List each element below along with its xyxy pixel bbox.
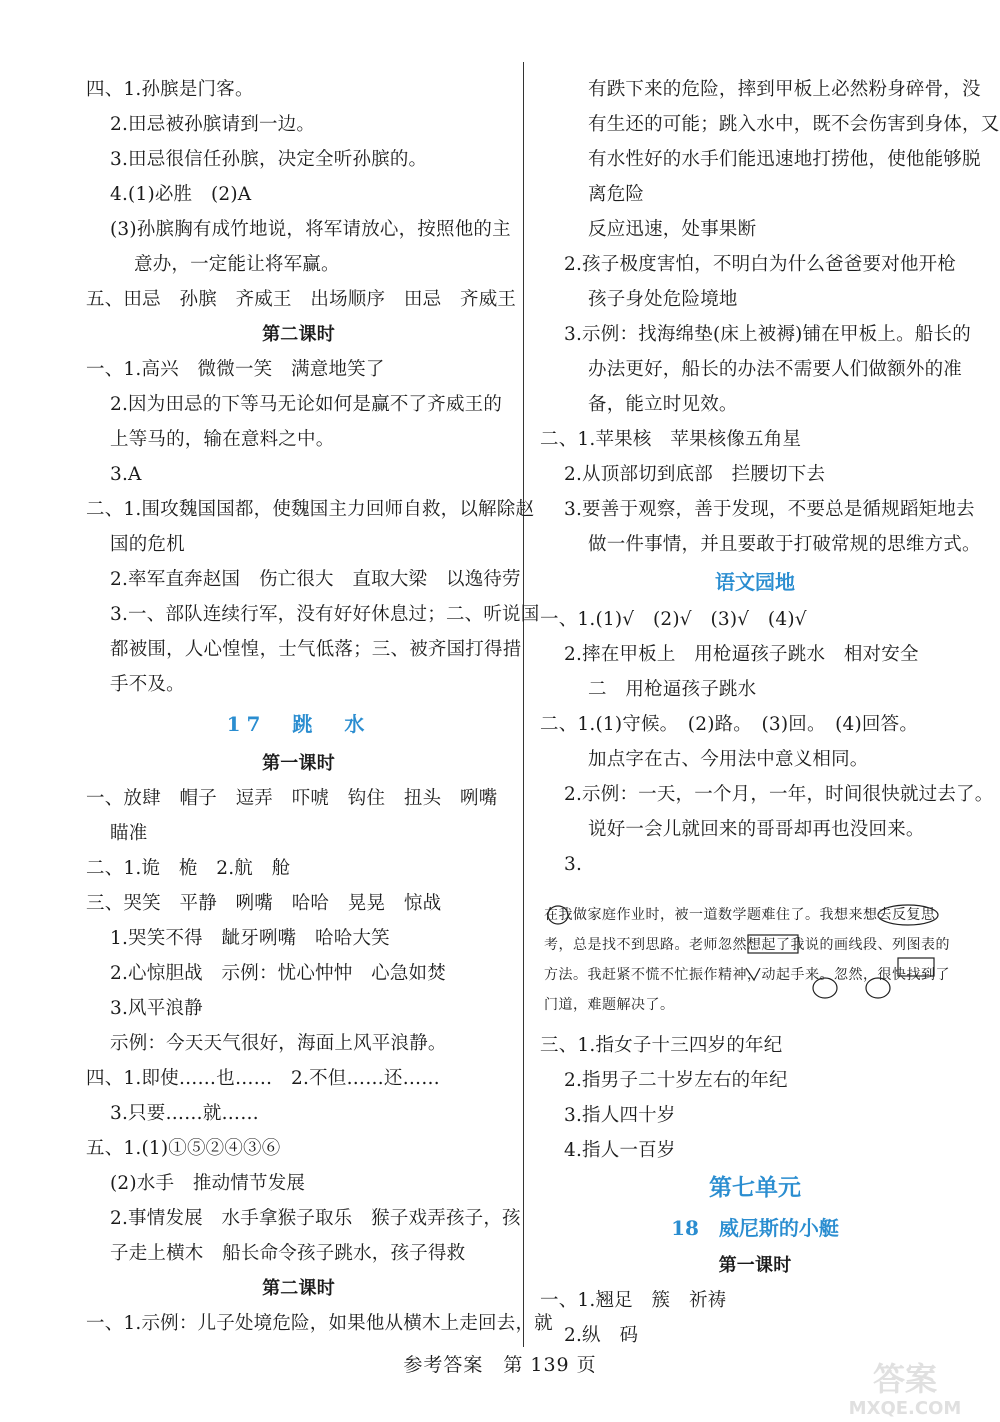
answer-line: 17 跳 水 [226,712,371,736]
answer-line: 三、1.指女子十三四岁的年纪 [540,1035,783,1056]
answer-line: 五、田忌 孙膑 齐威王 出场顺序 田忌 齐威王 [86,289,517,310]
answer-line: 孩子身处危险境地 [588,289,738,310]
left-column [86,72,553,1341]
answer-line: 3.要善于观察，善于发现，不要总是循规蹈矩地去 [564,499,975,520]
column-divider [523,62,524,1347]
answer-line: 3.A [110,464,142,485]
answer-line: 三、哭笑 平静 咧嘴 哈哈 晃晃 惊战 [86,893,442,914]
answer-line: 一、1.示例：儿子处境危险，如果他从横木上走回去，就 [86,1313,553,1334]
answer-line: 一、1.翘足 簇 祈祷 [540,1290,727,1311]
answer-line: 有水性好的水手们能迅速地打捞他，使他能够脱 [588,149,981,170]
answer-line: 2.率军直奔赵国 伤亡很大 直取大梁 以逸待劳 [110,569,521,590]
answer-line: 反应迅速，处事果断 [588,219,757,240]
answer-line: 瞄准 [110,823,148,844]
answer-line: 国的危机 [110,534,185,555]
page-footer: 参考答案 第 139 页 [403,1354,597,1376]
answer-line: 2.纵 码 [564,1325,639,1346]
answer-line: 2.心惊胆战 示例：忧心忡忡 心急如焚 [110,963,446,984]
correction-paragraph: 在我做家庭作业时，被一道数学题难住了。我想来想去反复思考，总是找不到思路。老师忽然想起了我说的画线段、列图表的方法。我赶紧不慌不忙振作精神，动起手来。忽然，很快找到了门道，难题解决了。 [544,907,950,1013]
answer-line: 二、1.苹果核 苹果核像五角星 [540,429,802,450]
answer-line: 3.田忌很信任孙膑，决定全听孙膑的。 [110,149,428,170]
answer-line: 二、1.诡 桅 2.航 舱 [86,858,291,879]
answer-line: 3.风平浪静 [110,998,203,1019]
answer-line: 3.一、部队连续行军，没有好好休息过；二、听说国 [110,604,540,625]
answer-line: 说好一会儿就回来的哥哥却再也没回来。 [588,819,925,840]
answer-line: 2.事情发展 水手拿猴子取乐 猴子戏弄孩子，孩 [110,1208,521,1229]
answer-line: 都被围，人心惶惶，士气低落；三、被齐国打得措 [110,639,522,660]
answer-line: 四、1.孙膑是门客。 [86,79,254,100]
answer-line: 第七单元 [709,1174,801,1201]
answer-line: 4.指人一百岁 [564,1140,676,1161]
answer-line: 3.只要……就…… [110,1103,259,1124]
answer-line: 加点字在古、今用法中意义相同。 [588,749,869,770]
answer-line: 1.哭笑不得 龇牙咧嘴 哈哈大笑 [110,928,390,949]
answer-line: 4.(1)必胜 (2)A [110,184,252,205]
answer-line: 2.摔在甲板上 用枪逼孩子跳水 相对安全 [564,644,919,665]
answer-line: 一、放肆 帽子 逗弄 吓唬 钩住 扭头 咧嘴 [86,788,498,809]
answer-line: (2)水手 推动情节发展 [110,1173,306,1194]
answer-line: 2.从顶部切到底部 拦腰切下去 [564,464,826,485]
right-column-top [540,72,1000,882]
answer-line: 2.因为田忌的下等马无论如何是赢不了齐威王的 [110,394,503,415]
answer-line: 第二课时 [262,324,335,345]
answer-line: (3)孙膑胸有成竹地说，将军请放心，按照他的主 [110,219,511,240]
answer-line: 第一课时 [718,1255,792,1276]
answer-line: 第二课时 [262,1278,335,1299]
answer-line: 上等马的，输在意料之中。 [110,429,335,450]
answer-line: 意办，一定能让将军赢。 [134,254,340,275]
answer-line: 3. [564,854,583,875]
answer-line: 二、1.围攻魏国国都，使魏国主力回师自救，以解除赵 [86,499,535,520]
answer-line: 二 用枪逼孩子跳水 [588,679,757,700]
answer-line: 18 威尼斯的小艇 [671,1216,839,1240]
correction-exercise [540,888,970,1028]
watermark-bottom: MXQE.COM [848,1398,962,1419]
answer-line: 备，能立时见效。 [588,394,738,415]
answer-line: 子走上横木 船长命令孩子跳水，孩子得救 [110,1243,466,1264]
answer-line: 做一件事情，并且要敢于打破常规的思维方式。 [588,534,981,555]
answer-line: 2.指男子二十岁左右的年纪 [564,1070,788,1091]
answer-line: 3.指人四十岁 [564,1105,676,1126]
answer-line: 办法更好，船长的办法不需要人们做额外的准 [588,359,963,380]
answer-line: 2.示例：一天，一个月，一年，时间很快就过去了。 [564,784,994,805]
answer-line: 一、1.高兴 微微一笑 满意地笑了 [86,359,385,380]
watermark-logo [830,1352,980,1422]
right-column [540,72,1000,1353]
answer-line: 四、1.即使……也…… 2.不但……还…… [86,1068,441,1089]
answer-line: 手不及。 [110,674,185,695]
answer-line: 示例：今天天气很好，海面上风平浪静。 [110,1033,447,1054]
answer-line: 2.孩子极度害怕，不明白为什么爸爸要对他开枪 [564,254,957,275]
answer-line: 3.示例：找海绵垫(床上被褥)铺在甲板上。船长的 [564,324,971,345]
answer-line: 有生还的可能；跳入水中，既不会伤害到身体，又 [588,114,1000,135]
right-column-bottom [540,1028,970,1353]
answer-line: 离危险 [588,184,645,205]
answer-line: 2.田忌被孙膑请到一边。 [110,114,316,135]
answer-line: 有跌下来的危险，摔到甲板上必然粉身碎骨，没 [588,79,981,100]
answer-line: 二、1.(1)守候。 (2)路。 (3)回。 (4)回答。 [540,714,919,735]
answer-line: 语文园地 [715,570,795,594]
watermark-top: 答案 [872,1360,938,1398]
answer-line: 一、1.(1)√ (2)√ (3)√ (4)√ [540,609,807,630]
answer-line: 第一课时 [262,753,335,774]
answer-line: 五、1.(1)①⑤②④③⑥ [86,1138,281,1159]
